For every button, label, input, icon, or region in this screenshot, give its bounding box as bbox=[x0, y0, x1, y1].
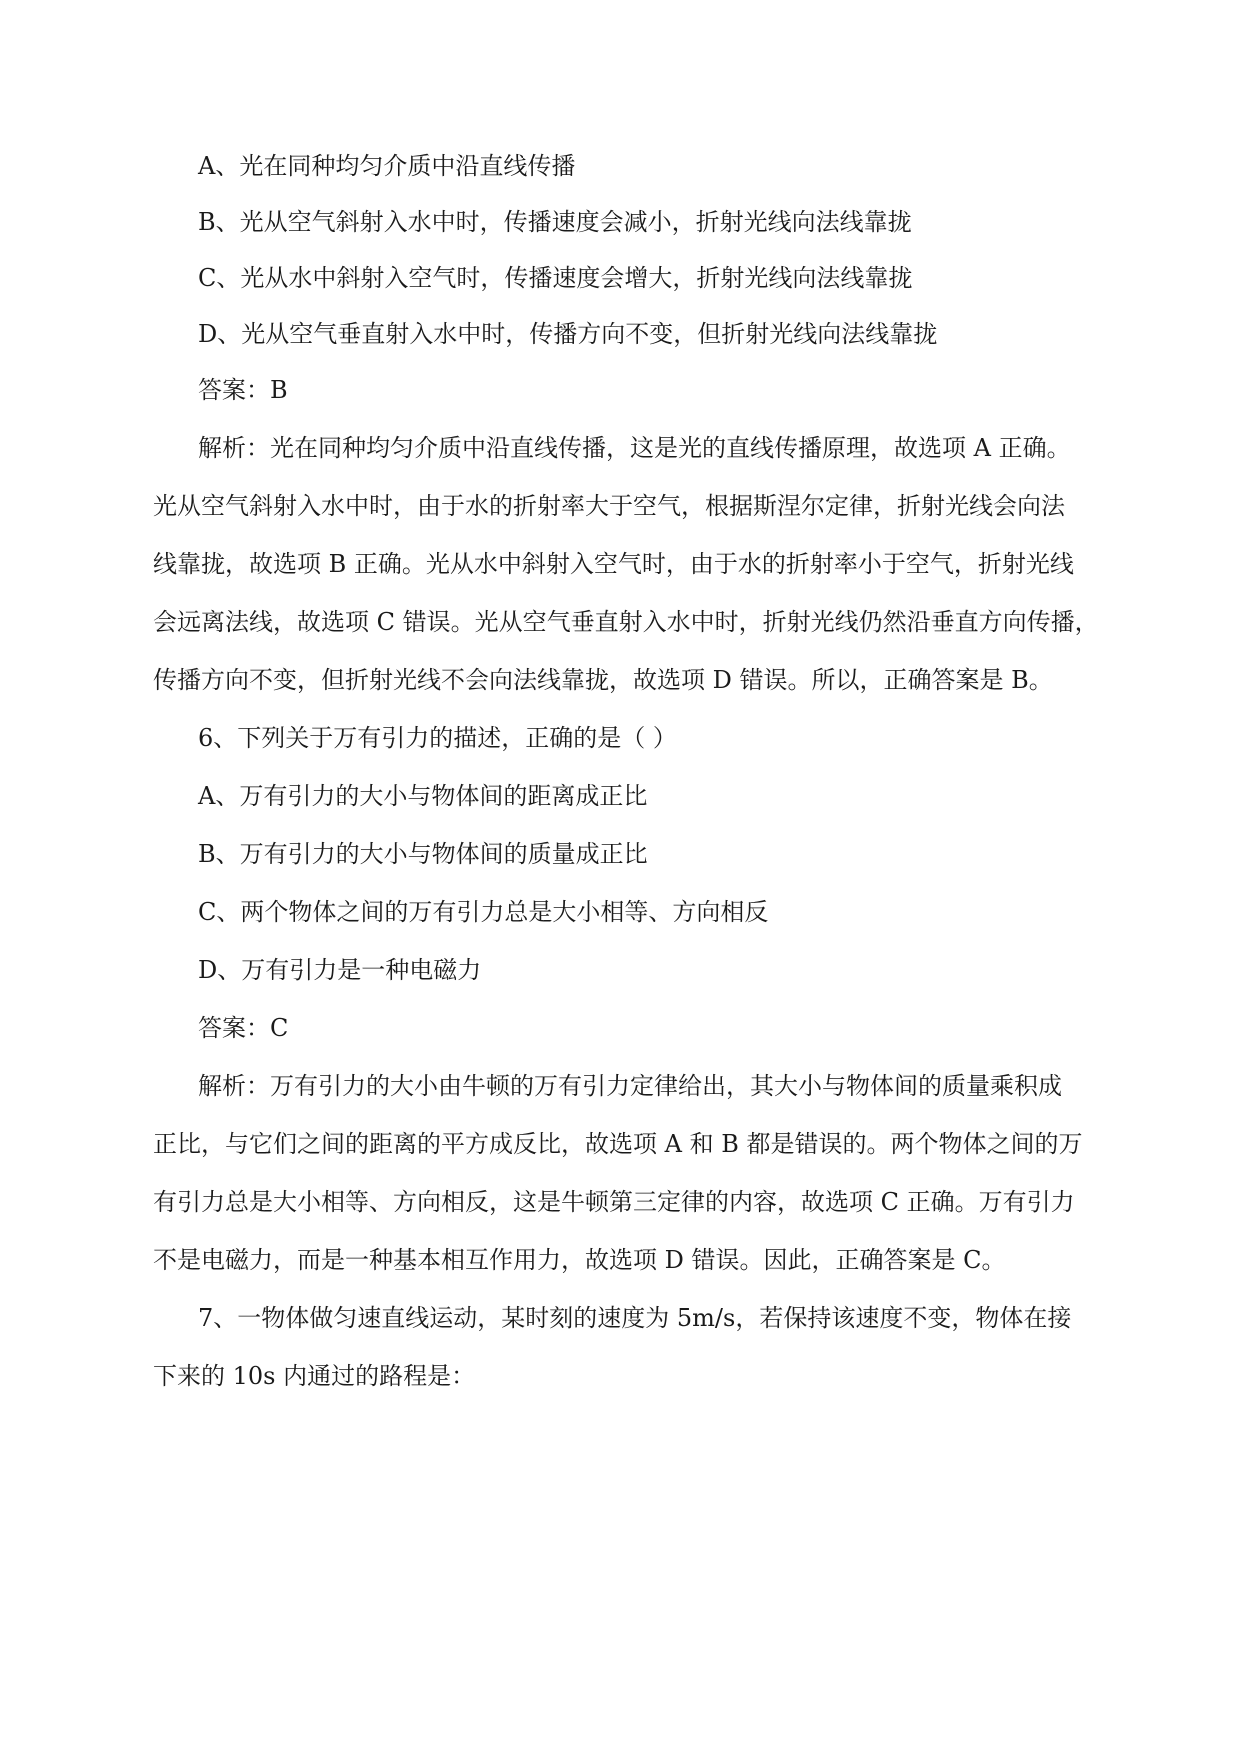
q5-answer: 答案：B bbox=[198, 376, 288, 404]
q6-analysis-line: 解析：万有引力的大小由牛顿的万有引力定律给出，其大小与物体间的质量乘积成 bbox=[198, 1072, 1062, 1100]
q7-question-line: 下来的 10s 内通过的路程是： bbox=[153, 1362, 476, 1390]
q5-option-b: B、光从空气斜射入水中时，传播速度会减小，折射光线向法线靠拢 bbox=[198, 208, 912, 236]
q5-analysis-line: 线靠拢，故选项 B 正确。光从水中斜射入空气时，由于水的折射率小于空气，折射光线 bbox=[153, 550, 1074, 578]
q5-analysis-line: 光从空气斜射入水中时，由于水的折射率大于空气，根据斯涅尔定律，折射光线会向法 bbox=[153, 492, 1065, 520]
q6-answer: 答案：C bbox=[198, 1014, 289, 1042]
q5-analysis-line: 会远离法线，故选项 C 错误。光从空气垂直射入水中时，折射光线仍然沿垂直方向传播， bbox=[153, 608, 1099, 636]
q5-option-a: A、光在同种均匀介质中沿直线传播 bbox=[198, 152, 576, 180]
q6-analysis-line: 正比，与它们之间的距离的平方成反比，故选项 A 和 B 都是错误的。两个物体之间的万 bbox=[153, 1130, 1083, 1158]
q6-analysis-line: 有引力总是大小相等、方向相反，这是牛顿第三定律的内容，故选项 C 正确。万有引力 bbox=[153, 1188, 1075, 1216]
q6-option-c: C、两个物体之间的万有引力总是大小相等、方向相反 bbox=[198, 898, 769, 926]
q5-option-d: D、光从空气垂直射入水中时，传播方向不变，但折射光线向法线靠拢 bbox=[198, 320, 938, 348]
q5-option-c: C、光从水中斜射入空气时，传播速度会增大，折射光线向法线靠拢 bbox=[198, 264, 913, 292]
q6-analysis-line: 不是电磁力，而是一种基本相互作用力，故选项 D 错误。因此，正确答案是 C。 bbox=[153, 1246, 1006, 1274]
q5-analysis-line: 解析：光在同种均匀介质中沿直线传播，这是光的直线传播原理，故选项 A 正确。 bbox=[198, 434, 1071, 462]
q6-option-d: D、万有引力是一种电磁力 bbox=[198, 956, 482, 984]
q7-question-line: 7、一物体做匀速直线运动，某时刻的速度为 5m/s，若保持该速度不变，物体在接 bbox=[198, 1304, 1072, 1332]
q5-analysis-line: 传播方向不变，但折射光线不会向法线靠拢，故选项 D 错误。所以，正确答案是 B。 bbox=[153, 666, 1053, 694]
q6-question: 6、下列关于万有引力的描述，正确的是（ ） bbox=[198, 724, 677, 752]
q6-option-a: A、万有引力的大小与物体间的距离成正比 bbox=[198, 782, 648, 810]
q6-option-b: B、万有引力的大小与物体间的质量成正比 bbox=[198, 840, 648, 868]
